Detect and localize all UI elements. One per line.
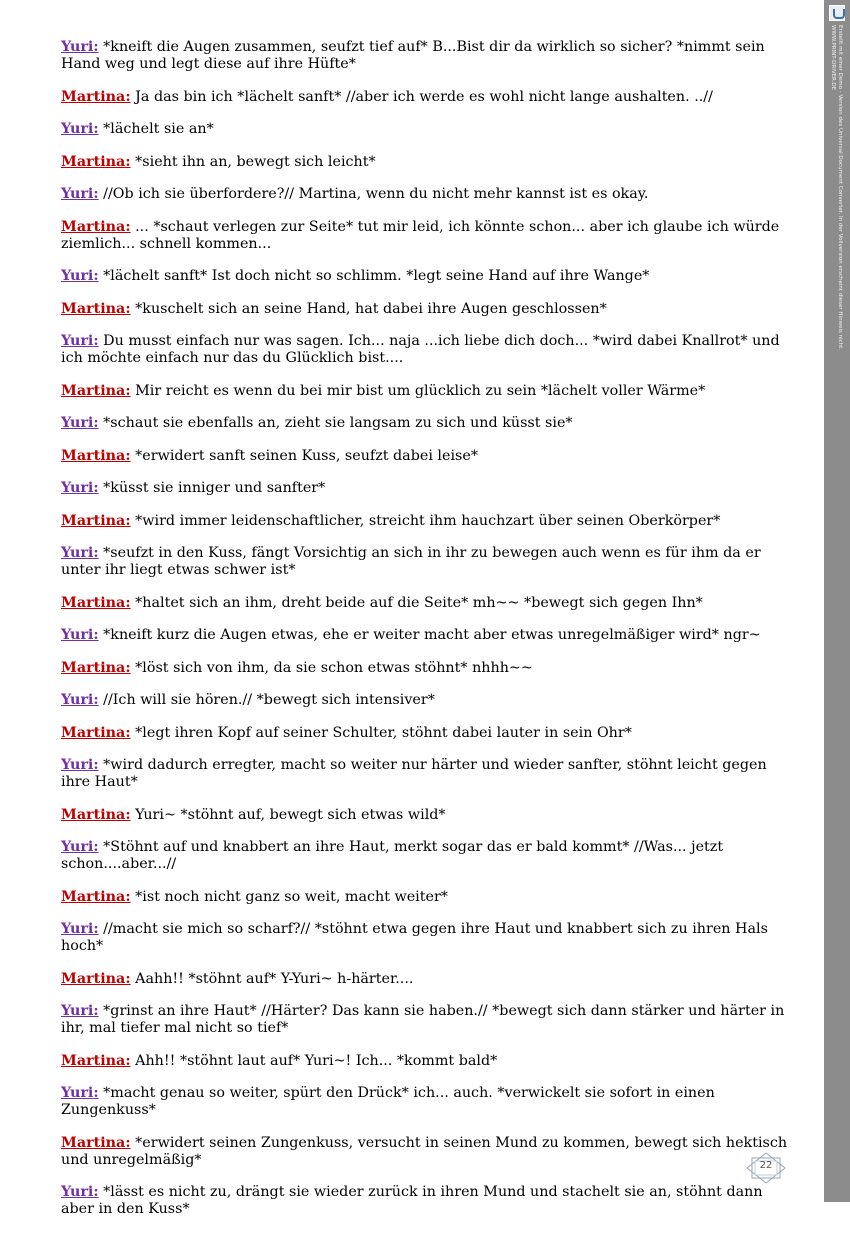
dialogue-text: *seufzt in den Kuss, fängt Vorsichtig an sich in ihr zu bewegen auch wenn es für ihm da er unter ihr liegt etwas schwer ist* [61,545,761,578]
dialogue-line [61,89,796,106]
dialogue-line [61,889,796,906]
dialogue-text: *legt ihren Kopf auf seiner Schulter, stöhnt dabei lauter in sein Ohr* [135,724,632,741]
dialogue-text: *lächelt sie an* [103,121,214,137]
sidebar-url[interactable]: WWW.PRINT-DRIVER.DE [830,25,836,91]
dialogue-text: //Ich will sie hören.// *bewegt sich intensiver* [103,692,435,708]
dialogue [61,39,796,1234]
speaker-label-martina: Martina: [61,88,131,105]
dialogue-text: Yuri~ *stöhnt auf, bewegt sich etwas wild* [135,806,446,823]
speaker-label-martina: Martina: [61,594,131,611]
dialogue-text: *kneift die Augen zusammen, seufzt tief auf* B...Bist dir da wirklich so sicher? *nimmt sein Hand weg und legt diese auf ihre Hüfte* [61,39,765,72]
dialogue-line [61,1003,796,1037]
dialogue-line [61,921,796,955]
dialogue-text: *löst sich von ihm, da sie schon etwas stöhnt* nhhh~~ [135,659,533,676]
speaker-label-martina: Martina: [61,1134,131,1151]
dialogue-line [61,186,796,203]
dialogue-line [61,1184,796,1218]
dialogue-line [61,415,796,432]
speaker-label-martina: Martina: [61,806,131,823]
dialogue-line [61,383,796,400]
dialogue-text: *sieht ihn an, bewegt sich leicht* [135,153,376,170]
dialogue-text: *Stöhnt auf und knabbert an ihre Haut, merkt sogar das er bald kommt* //Was... jetzt schon....aber...// [61,839,724,872]
speaker-label-yuri: Yuri: [61,1003,99,1019]
page-number-badge [746,1152,786,1184]
converter-logo-icon[interactable] [829,5,845,21]
speaker-label-yuri: Yuri: [61,121,99,137]
converter-sidebar [824,0,850,1202]
dialogue-text: *küsst sie inniger und sanfter* [103,480,326,496]
speaker-label-martina: Martina: [61,447,131,464]
speaker-label-martina: Martina: [61,300,131,317]
speaker-label-yuri: Yuri: [61,186,99,202]
dialogue-text: *kneift kurz die Augen etwas, ehe er weiter macht aber etwas unregelmäßiger wird* ngr~ [103,627,761,643]
dialogue-line [61,268,796,285]
dialogue-line [61,725,796,742]
speaker-label-yuri: Yuri: [61,268,99,284]
speaker-label-martina: Martina: [61,218,131,235]
dialogue-line [61,448,796,465]
speaker-label-martina: Martina: [61,724,131,741]
dialogue-text: *wird immer leidenschaftlicher, streicht ihm hauchzart über seinen Oberkörper* [135,512,721,529]
dialogue-text: *erwidert seinen Zungenkuss, versucht in seinen Mund zu kommen, bewegt sich hektisch und unregelmäßig* [61,1134,788,1168]
sidebar-notice [829,25,843,350]
dialogue-line [61,660,796,677]
dialogue-text: //macht sie mich so scharf?// *stöhnt etwa gegen ihre Haut und knabbert sich zu ihren Hals hoch* [61,921,768,954]
dialogue-text: Du musst einfach nur was sagen. Ich... naja ...ich liebe dich doch... *wird dabei Knallrot* und ich möchte einfach nur das du Glücklich bist.... [61,333,780,366]
dialogue-text: *erwidert sanft seinen Kuss, seufzt dabei leise* [135,447,478,464]
dialogue-text: *lässt es nicht zu, drängt sie wieder zurück in ihren Mund und stachelt sie an, stöhnt dann aber in den Kuss* [61,1184,763,1217]
dialogue-line [61,1053,796,1070]
dialogue-text: *schaut sie ebenfalls an, zieht sie langsam zu sich und küsst sie* [103,415,573,431]
dialogue-line [61,513,796,530]
dialogue-line [61,333,796,367]
dialogue-text: ... *schaut verlegen zur Seite* tut mir leid, ich könnte schon... aber ich glaube ich würde ziemlich... schnell kommen... [61,218,780,252]
dialogue-text: *ist noch nicht ganz so weit, macht weiter* [135,888,448,905]
dialogue-line [61,692,796,709]
dialogue-text: Ja das bin ich *lächelt sanft* //aber ich werde es wohl nicht lange aushalten. ..// [135,88,713,105]
speaker-label-yuri: Yuri: [61,333,99,349]
dialogue-line [61,1135,796,1169]
dialogue-line [61,121,796,138]
speaker-label-yuri: Yuri: [61,415,99,431]
dialogue-text: *lächelt sanft* Ist doch nicht so schlimm. *legt seine Hand auf ihre Wange* [103,268,650,284]
speaker-label-yuri: Yuri: [61,921,99,937]
dialogue-text: *macht genau so weiter, spürt den Drück* ich... auch. *verwickelt sie sofort in einen Zungenkuss* [61,1085,715,1118]
speaker-label-martina: Martina: [61,153,131,170]
dialogue-text: *kuschelt sich an seine Hand, hat dabei ihre Augen geschlossen* [135,300,607,317]
dialogue-line [61,757,796,791]
speaker-label-yuri: Yuri: [61,757,99,773]
speaker-label-martina: Martina: [61,970,131,987]
dialogue-line [61,971,796,988]
dialogue-line [61,807,796,824]
dialogue-text: *grinst an ihre Haut* //Härter? Das kann sie haben.// *bewegt sich dann stärker und härter in ihr, mal tiefer mal nicht so tief* [61,1003,785,1036]
dialogue-line [61,154,796,171]
speaker-label-yuri: Yuri: [61,839,99,855]
dialogue-line [61,839,796,873]
speaker-label-martina: Martina: [61,659,131,676]
speaker-label-martina: Martina: [61,382,131,399]
dialogue-line [61,301,796,318]
speaker-label-martina: Martina: [61,1052,131,1069]
sidebar-notice-text: Erstellt mit einer Demo - Version des Universal Document Converter. In der Vollversion erscheint dieser Hinweis nicht. [837,25,843,351]
dialogue-text: Aahh!! *stöhnt auf* Y-Yuri~ h-härter.... [135,970,414,987]
dialogue-text: Mir reicht es wenn du bei mir bist um glücklich zu sein *lächelt voller Wärme* [135,382,706,399]
dialogue-text: *wird dadurch erregter, macht so weiter nur härter und wieder sanfter, stöhnt leicht gegen ihre Haut* [61,757,767,790]
speaker-label-martina: Martina: [61,888,131,905]
page-number: 22 [759,1160,773,1171]
speaker-label-martina: Martina: [61,512,131,529]
speaker-label-yuri: Yuri: [61,627,99,643]
dialogue-line [61,39,796,73]
dialogue-text: *haltet sich an ihm, dreht beide auf die Seite* mh~~ *bewegt sich gegen Ihn* [135,594,703,611]
dialogue-line [61,595,796,612]
speaker-label-yuri: Yuri: [61,39,99,55]
speaker-label-yuri: Yuri: [61,545,99,561]
dialogue-line [61,480,796,497]
dialogue-line [61,219,796,253]
speaker-label-yuri: Yuri: [61,692,99,708]
speaker-label-yuri: Yuri: [61,1184,99,1200]
dialogue-text: Ahh!! *stöhnt laut auf* Yuri~! Ich... *kommt bald* [135,1052,498,1069]
dialogue-line [61,627,796,644]
dialogue-text: //Ob ich sie überfordere?// Martina, wenn du nicht mehr kannst ist es okay. [103,186,649,202]
speaker-label-yuri: Yuri: [61,1085,99,1101]
dialogue-line [61,545,796,579]
speaker-label-yuri: Yuri: [61,480,99,496]
dialogue-line [61,1085,796,1119]
